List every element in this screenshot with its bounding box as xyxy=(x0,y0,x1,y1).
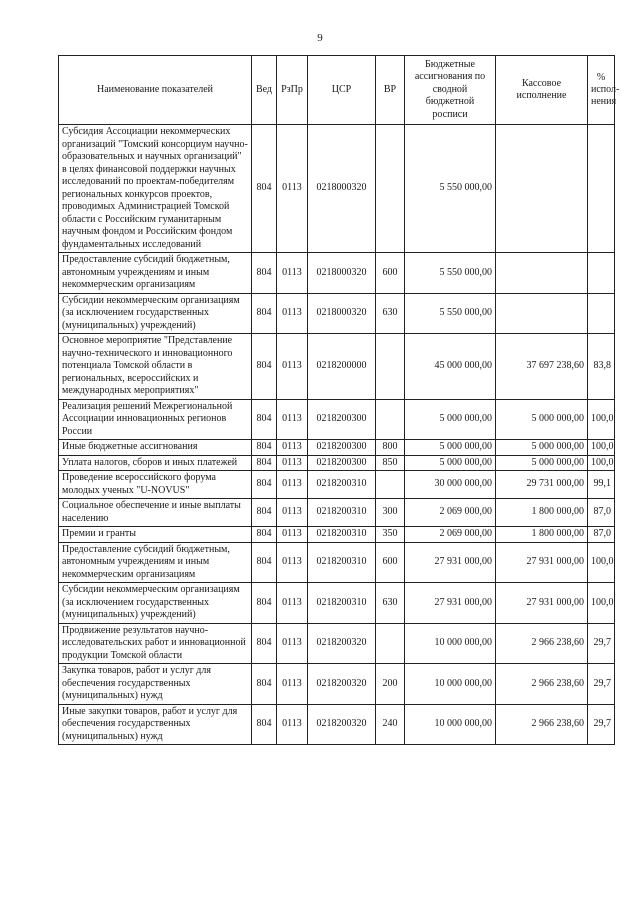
cell-name: Уплата налогов, сборов и иных платежей xyxy=(59,455,252,471)
table-row xyxy=(59,499,615,527)
cell-name: Иные закупки товаров, работ и услуг для обеспечения государственных (муниципальных) нужд xyxy=(59,704,252,745)
cell-name: Реализация решений Межрегиональной Ассоциации инновационных регионов России xyxy=(59,399,252,440)
cell-budget: 5 000 000,00 xyxy=(405,440,496,456)
cell-csr: 0218200300 xyxy=(308,440,376,456)
cell-pct: 99,1 xyxy=(588,471,615,499)
cell-csr: 0218200320 xyxy=(308,623,376,664)
cell-kassa: 1 800 000,00 xyxy=(496,499,588,527)
cell-vr: 350 xyxy=(376,527,405,543)
cell-csr: 0218200310 xyxy=(308,471,376,499)
cell-pct xyxy=(588,293,615,334)
cell-budget: 5 000 000,00 xyxy=(405,399,496,440)
cell-vr xyxy=(376,125,405,253)
cell-pct: 87,0 xyxy=(588,527,615,543)
cell-name: Субсидии некоммерческим организациям (за исключением государственных (муниципальных) учреждений) xyxy=(59,583,252,624)
cell-budget: 5 550 000,00 xyxy=(405,253,496,294)
cell-name: Предоставление субсидий бюджетным, автономным учреждениям и иным некоммерческим организациям xyxy=(59,542,252,583)
cell-budget: 10 000 000,00 xyxy=(405,623,496,664)
cell-rzpr: 0113 xyxy=(277,623,308,664)
cell-kassa: 5 000 000,00 xyxy=(496,440,588,456)
cell-rzpr: 0113 xyxy=(277,440,308,456)
cell-csr: 0218200310 xyxy=(308,527,376,543)
table-header-row xyxy=(59,56,615,125)
cell-budget: 2 069 000,00 xyxy=(405,499,496,527)
cell-vr: 800 xyxy=(376,440,405,456)
cell-pct: 100,0 xyxy=(588,455,615,471)
cell-pct: 100,0 xyxy=(588,399,615,440)
header-ved: Вед xyxy=(252,56,277,125)
cell-budget: 2 069 000,00 xyxy=(405,527,496,543)
cell-pct: 29,7 xyxy=(588,664,615,705)
cell-pct: 100,0 xyxy=(588,583,615,624)
cell-vr xyxy=(376,623,405,664)
header-vr: ВР xyxy=(376,56,405,125)
cell-pct: 29,7 xyxy=(588,704,615,745)
cell-kassa: 1 800 000,00 xyxy=(496,527,588,543)
table-row xyxy=(59,293,615,334)
cell-rzpr: 0113 xyxy=(277,471,308,499)
cell-pct xyxy=(588,125,615,253)
cell-kassa: 37 697 238,60 xyxy=(496,334,588,400)
cell-pct: 29,7 xyxy=(588,623,615,664)
cell-vr: 850 xyxy=(376,455,405,471)
cell-csr: 0218200310 xyxy=(308,542,376,583)
table-row xyxy=(59,253,615,294)
cell-budget: 5 550 000,00 xyxy=(405,125,496,253)
cell-kassa: 27 931 000,00 xyxy=(496,583,588,624)
cell-ved: 804 xyxy=(252,253,277,294)
cell-rzpr: 0113 xyxy=(277,583,308,624)
cell-csr: 0218200300 xyxy=(308,455,376,471)
cell-rzpr: 0113 xyxy=(277,253,308,294)
cell-ved: 804 xyxy=(252,527,277,543)
cell-rzpr: 0113 xyxy=(277,499,308,527)
table-row xyxy=(59,455,615,471)
table-row xyxy=(59,334,615,400)
cell-budget: 27 931 000,00 xyxy=(405,583,496,624)
cell-kassa: 5 000 000,00 xyxy=(496,455,588,471)
header-kassa: Кассовое исполнение xyxy=(496,56,588,125)
cell-vr: 600 xyxy=(376,253,405,294)
cell-vr xyxy=(376,471,405,499)
cell-vr: 600 xyxy=(376,542,405,583)
table-row xyxy=(59,440,615,456)
cell-budget: 45 000 000,00 xyxy=(405,334,496,400)
cell-kassa: 27 931 000,00 xyxy=(496,542,588,583)
cell-name: Проведение всероссийского форума молодых ученых "U-NOVUS" xyxy=(59,471,252,499)
cell-vr: 240 xyxy=(376,704,405,745)
cell-budget: 10 000 000,00 xyxy=(405,664,496,705)
cell-name: Субсидии некоммерческим организациям (за исключением государственных (муниципальных) учреждений) xyxy=(59,293,252,334)
table-row xyxy=(59,623,615,664)
cell-rzpr: 0113 xyxy=(277,664,308,705)
cell-rzpr: 0113 xyxy=(277,125,308,253)
cell-rzpr: 0113 xyxy=(277,399,308,440)
header-csr: ЦСР xyxy=(308,56,376,125)
header-pct: % испол-нения xyxy=(588,56,615,125)
cell-ved: 804 xyxy=(252,471,277,499)
cell-ved: 804 xyxy=(252,499,277,527)
cell-csr: 0218200320 xyxy=(308,664,376,705)
table-row xyxy=(59,527,615,543)
cell-csr: 0218200310 xyxy=(308,499,376,527)
cell-rzpr: 0113 xyxy=(277,527,308,543)
cell-name: Предоставление субсидий бюджетным, автономным учреждениям и иным некоммерческим организациям xyxy=(59,253,252,294)
cell-pct: 100,0 xyxy=(588,542,615,583)
cell-name: Субсидия Ассоциации некоммерческих организаций "Томский консорциум научно-образовательных и научных организаций" в целях финансовой поддержки научных исследований по проектам-победителям региональных конкурсов проектов, проводимых Администрацией Томской области с Российским гуманитарным научным фондом и Российским фондом фундаментальных исследований xyxy=(59,125,252,253)
table-row xyxy=(59,542,615,583)
cell-pct: 87,0 xyxy=(588,499,615,527)
cell-ved: 804 xyxy=(252,125,277,253)
cell-kassa: 2 966 238,60 xyxy=(496,664,588,705)
cell-ved: 804 xyxy=(252,293,277,334)
cell-csr: 0218200000 xyxy=(308,334,376,400)
cell-csr: 0218000320 xyxy=(308,125,376,253)
cell-vr: 300 xyxy=(376,499,405,527)
cell-kassa: 2 966 238,60 xyxy=(496,623,588,664)
cell-ved: 804 xyxy=(252,623,277,664)
cell-name: Основное мероприятие "Представление научно-технического и инновационного потенциала Томской области в региональных, всероссийских и международных мероприятиях" xyxy=(59,334,252,400)
cell-pct: 83,8 xyxy=(588,334,615,400)
cell-ved: 804 xyxy=(252,399,277,440)
table-row xyxy=(59,664,615,705)
cell-ved: 804 xyxy=(252,455,277,471)
cell-ved: 804 xyxy=(252,334,277,400)
cell-pct: 100,0 xyxy=(588,440,615,456)
cell-csr: 0218000320 xyxy=(308,253,376,294)
cell-rzpr: 0113 xyxy=(277,293,308,334)
cell-kassa: 5 000 000,00 xyxy=(496,399,588,440)
cell-vr: 630 xyxy=(376,293,405,334)
cell-rzpr: 0113 xyxy=(277,542,308,583)
table-body xyxy=(59,125,615,745)
cell-rzpr: 0113 xyxy=(277,334,308,400)
cell-kassa xyxy=(496,253,588,294)
table-row xyxy=(59,125,615,253)
table-row xyxy=(59,471,615,499)
cell-budget: 27 931 000,00 xyxy=(405,542,496,583)
cell-vr xyxy=(376,334,405,400)
cell-ved: 804 xyxy=(252,542,277,583)
table-row xyxy=(59,583,615,624)
cell-vr xyxy=(376,399,405,440)
cell-csr: 0218200300 xyxy=(308,399,376,440)
cell-name: Иные бюджетные ассигнования xyxy=(59,440,252,456)
cell-rzpr: 0113 xyxy=(277,704,308,745)
cell-budget: 10 000 000,00 xyxy=(405,704,496,745)
cell-ved: 804 xyxy=(252,440,277,456)
cell-budget: 30 000 000,00 xyxy=(405,471,496,499)
cell-kassa xyxy=(496,125,588,253)
cell-rzpr: 0113 xyxy=(277,455,308,471)
cell-vr: 630 xyxy=(376,583,405,624)
cell-pct xyxy=(588,253,615,294)
cell-ved: 804 xyxy=(252,704,277,745)
cell-name: Закупка товаров, работ и услуг для обеспечения государственных (муниципальных) нужд xyxy=(59,664,252,705)
header-name: Наименование показателей xyxy=(59,56,252,125)
cell-ved: 804 xyxy=(252,664,277,705)
cell-csr: 0218200320 xyxy=(308,704,376,745)
cell-kassa: 29 731 000,00 xyxy=(496,471,588,499)
table-row xyxy=(59,399,615,440)
header-rzpr: РзПр xyxy=(277,56,308,125)
budget-execution-table xyxy=(58,55,620,745)
cell-name: Социальное обеспечение и иные выплаты населению xyxy=(59,499,252,527)
cell-vr: 200 xyxy=(376,664,405,705)
cell-name: Премии и гранты xyxy=(59,527,252,543)
cell-csr: 0218200310 xyxy=(308,583,376,624)
cell-budget: 5 550 000,00 xyxy=(405,293,496,334)
header-budget: Бюджетные ассигнования по сводной бюджетной росписи xyxy=(405,56,496,125)
cell-ved: 804 xyxy=(252,583,277,624)
table-row xyxy=(59,704,615,745)
cell-name: Продвижение результатов научно-исследовательских работ и инновационной продукции Томской области xyxy=(59,623,252,664)
page-number: 9 xyxy=(317,32,323,44)
cell-kassa: 2 966 238,60 xyxy=(496,704,588,745)
cell-budget: 5 000 000,00 xyxy=(405,455,496,471)
cell-csr: 0218000320 xyxy=(308,293,376,334)
cell-kassa xyxy=(496,293,588,334)
